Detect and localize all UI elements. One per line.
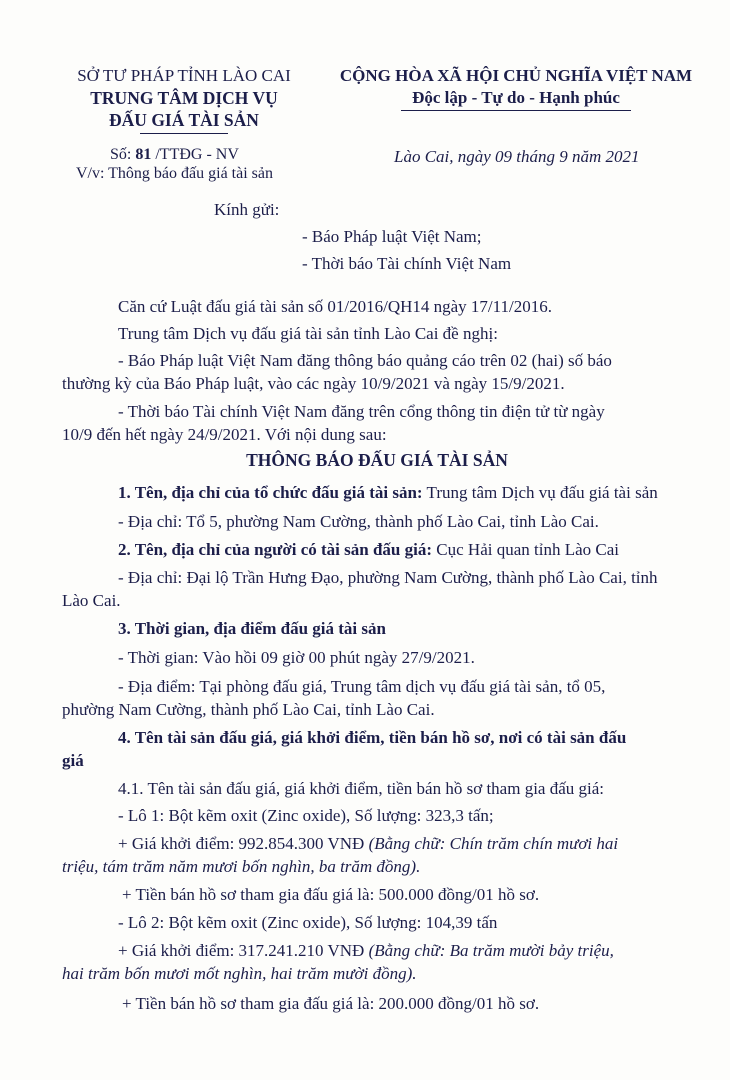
section-2-address-line1: - Địa chỉ: Đại lộ Trần Hưng Đạo, phường Nam Cường, thành phố Lào Cai, tỉnh — [118, 568, 658, 587]
section-4-label-line1: 4. Tên tài sản đấu giá, giá khởi điểm, tiền bán hồ sơ, nơi có tài sản đấu — [118, 728, 627, 747]
section-1-value: Trung tâm Dịch vụ đấu giá tài sản — [422, 483, 658, 502]
section-3-place-line2: phường Nam Cường, thành phố Lào Cai, tỉnh Lào Cai. — [62, 700, 435, 719]
agency-underline — [140, 133, 228, 134]
section-1 — [118, 483, 658, 503]
document-subject: V/v: Thông báo đấu giá tài sản — [76, 165, 273, 182]
agency-parent: SỞ TƯ PHÁP TỈNH LÀO CAI — [77, 66, 291, 85]
lot-2-price — [118, 941, 614, 961]
place-date: Lào Cai, ngày 09 tháng 9 năm 2021 — [394, 147, 640, 166]
doc-number-value: 81 — [135, 146, 152, 163]
section-4-label-line2: giá — [62, 751, 84, 770]
lot-2: - Lô 2: Bột kẽm oxit (Zinc oxide), Số lượng: 104,39 tấn — [118, 913, 498, 932]
section-3-place-line1: - Địa điểm: Tại phòng đấu giá, Trung tâm dịch vụ đấu giá tài sản, tổ 05, — [118, 677, 606, 696]
agency-name-line2: ĐẤU GIÁ TÀI SẢN — [109, 110, 259, 130]
request-1-line2: thường kỳ của Báo Pháp luật, vào các ngày 10/9/2021 và ngày 15/9/2021. — [62, 374, 565, 393]
section-2 — [118, 540, 619, 560]
request-intro: Trung tâm Dịch vụ đấu giá tài sản tỉnh Lào Cai đề nghị: — [118, 324, 498, 343]
lot-1: - Lô 1: Bột kẽm oxit (Zinc oxide), Số lượng: 323,3 tấn; — [118, 806, 494, 825]
section-2-value: Cục Hải quan tỉnh Lào Cai — [432, 540, 619, 559]
national-motto: Độc lập - Tự do - Hạnh phúc — [412, 88, 620, 107]
section-2-address-line2: Lào Cai. — [62, 591, 121, 610]
agency-name-line1: TRUNG TÂM DỊCH VỤ — [90, 88, 278, 108]
lot-2-price-words-line2: hai trăm bốn mươi mốt nghìn, hai trăm mười đồng). — [62, 964, 417, 983]
motto-underline — [401, 110, 631, 111]
request-1-line1: - Báo Pháp luật Việt Nam đăng thông báo quảng cáo trên 02 (hai) số báo — [118, 351, 612, 370]
document-number — [110, 146, 239, 164]
legal-basis: Căn cứ Luật đấu giá tài sản số 01/2016/QH14 ngày 17/11/2016. — [118, 297, 552, 316]
section-3-time: - Thời gian: Vào hồi 09 giờ 00 phút ngày 27/9/2021. — [118, 648, 475, 667]
lot-2-price-value: + Giá khởi điểm: 317.241.210 VNĐ — [118, 941, 369, 960]
lot-1-price-words-line2: triệu, tám trăm năm mươi bốn nghìn, ba trăm đồng). — [62, 857, 421, 876]
greeting: Kính gửi: — [214, 200, 280, 219]
request-2-line2: 10/9 đến hết ngày 24/9/2021. Với nội dung sau: — [62, 425, 387, 444]
lot-2-price-words: (Bằng chữ: Ba trăm mười bảy triệu, — [368, 941, 614, 960]
lot-2-fee: + Tiền bán hồ sơ tham gia đấu giá là: 200.000 đồng/01 hồ sơ. — [122, 994, 540, 1013]
lot-1-fee: + Tiền bán hồ sơ tham gia đấu giá là: 500.000 đồng/01 hồ sơ. — [122, 885, 540, 904]
notice-title: THÔNG BÁO ĐẤU GIÁ TÀI SẢN — [246, 450, 508, 470]
section-1-label: 1. Tên, địa chỉ của tổ chức đấu giá tài sản: — [118, 483, 423, 502]
doc-number-suffix: /TTĐG - NV — [151, 146, 239, 163]
doc-number-prefix: Số: — [110, 146, 136, 163]
national-title: CỘNG HÒA XÃ HỘI CHỦ NGHĨA VIỆT NAM — [339, 66, 693, 85]
section-3-label: 3. Thời gian, địa điểm đấu giá tài sản — [118, 619, 386, 638]
lot-1-price-value: + Giá khởi điểm: 992.854.300 VNĐ — [118, 834, 369, 853]
lot-1-price-words: (Bằng chữ: Chín trăm chín mươi hai — [368, 834, 619, 853]
lot-1-price — [118, 834, 618, 854]
recipient-2: - Thời báo Tài chính Việt Nam — [302, 254, 512, 273]
request-2-line1: - Thời báo Tài chính Việt Nam đăng trên cổng thông tin điện tử từ ngày — [118, 402, 605, 421]
recipient-1: - Báo Pháp luật Việt Nam; — [302, 227, 482, 246]
section-4-1: 4.1. Tên tài sản đấu giá, giá khởi điểm, tiền bán hồ sơ tham gia đấu giá: — [118, 779, 605, 798]
section-2-label: 2. Tên, địa chỉ của người có tài sản đấu giá: — [118, 540, 433, 559]
section-1-address: - Địa chỉ: Tổ 5, phường Nam Cường, thành phố Lào Cai, tỉnh Lào Cai. — [118, 512, 599, 531]
